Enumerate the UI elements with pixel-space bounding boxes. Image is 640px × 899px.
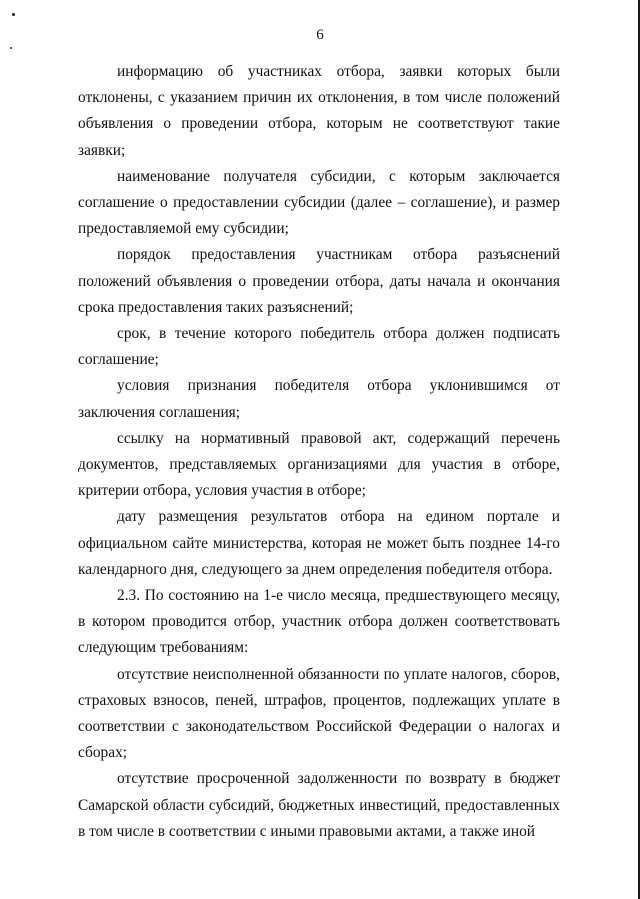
page-number: 6 bbox=[316, 27, 324, 43]
paragraph: информацию об участниках отбора, заявки которых были отклонены, с указанием причин их отклонения, в том числе положений объявления о проведении отбора, которым не соответствуют такие заявки; bbox=[78, 63, 560, 159]
scan-speck bbox=[12, 13, 15, 16]
paragraph: срок, в течение которого победитель отбора должен подписать соглашение; bbox=[78, 325, 560, 369]
paragraph: ссылку на нормативный правовой акт, содержащий перечень документов, представляемых организациями для участия в отборе, критерии отбора, условия участия в отборе; bbox=[78, 429, 560, 500]
paragraph: порядок предоставления участникам отбора разъяснений положений объявления о проведении отбора, даты начала и окончания срока предоставления таких разъяснений; bbox=[78, 246, 560, 316]
paragraph: наименование получателя субсидии, с которым заключается соглашение о предоставлении субсидии (далее – соглашение), и размер предоставляемой ему субсидии; bbox=[78, 167, 560, 238]
paragraph: отсутствие просроченной задолженности по возврату в бюджет Самарской области субсидий, бюджетных инвестиций, предоставленных в том числе в соответствии с иными правовыми актами, а также иной bbox=[78, 770, 560, 840]
paragraph: отсутствие неисполненной обязанности по уплате налогов, сборов, страховых взносов, пеней, штрафов, процентов, подлежащих уплате в соответствии с законодательством Российской Федерации о налогах и сборах; bbox=[78, 665, 560, 762]
document-body bbox=[78, 59, 560, 845]
paragraph: условия признания победителя отбора уклонившимся от заключения соглашения; bbox=[78, 377, 560, 421]
scan-speck bbox=[10, 47, 12, 49]
paragraph: дату размещения результатов отбора на едином портале и официальном сайте министерства, которая не может быть позднее 14-го календарного дня, следующего за днем определения победителя отбора. bbox=[78, 508, 560, 578]
paragraph: 2.3. По состоянию на 1-е число месяца, предшествующего месяцу, в котором проводится отбор, участник отбора должен соответствовать следующим требованиям: bbox=[78, 587, 560, 657]
